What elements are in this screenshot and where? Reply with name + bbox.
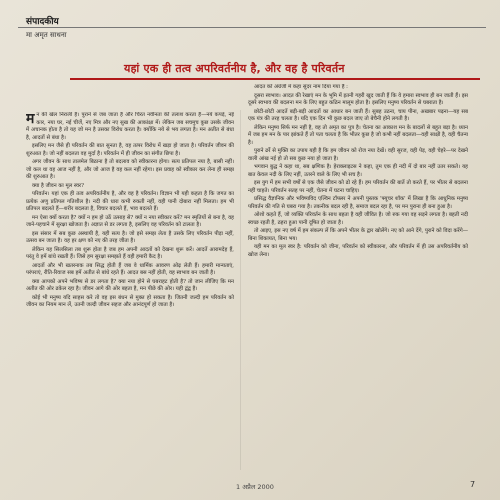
paragraph: न की खेल निराली है। पुराने से जब जाता है और चिरत नवीनता की तलाश करता है—नये कपड़े, नई कार, नया घर, नई चीजें, नए मित्र और नए सुख की आकांक्षा में। लेकिन जब सचमुच कुछ उसके जीवन में अचानक होता है तो यह जो मन है उसका विरोध करता है। क्योंकि नये से भय लगता है। मन अतीत से बंधा है, आदतों से बंधा है। bbox=[26, 112, 234, 141]
paragraph: छोटी-छोटी आदतें बड़ी-बड़ी आदतों का आधार बन जाती हैं। सुबह उठना, चाय पीना, अखबार पढ़ना—यह सब एक यंत्र की तरह चलता है। यदि एक दिन भी कुछ बदल जाए तो बेचैनी होने लगती है। bbox=[248, 108, 468, 122]
paragraph: कोई भी मनुष्य यदि साहस करे तो वह इस बंधन से मुक्त हो सकता है। जितनी जल्दी हम परिवर्तन को जीवन का नियम मान लें, उतनी जल्दी जीवन सहज और आनंदपूर्ण हो जाता है। bbox=[26, 294, 234, 308]
paragraph: भगवान बुद्ध ने कहा था, सब क्षणिक है। हेराक्लाइटस ने कहा, तुम एक ही नदी में दो बार नहीं उतर सकते। यह बात केवल नदी के लिए नहीं, उतरने वाले के लिए भी सच है। bbox=[248, 164, 468, 178]
paragraph: इसलिए मन जैसे ही परिवर्तन की बात सुनता है, वह तत्पर विरोध में खड़ा हो जाता है। परिवर्तन जीवन की शुरुआत है। जो नहीं बदलता वह मुर्दा है। परिवर्तन में ही जीवन का संगीत छिपा है। bbox=[26, 143, 234, 157]
paragraph: ओशो कहते हैं, जो व्यक्ति परिवर्तन के साथ बहता है वही जीवित है। जो रुक गया वह सड़ने लगता है। बहती नदी स्वच्छ रहती है, ठहरा हुआ पानी दूषित हो जाता है। bbox=[248, 212, 468, 226]
drop-cap: म bbox=[26, 112, 35, 127]
paragraph: लेकिन यह सिलसिला तब शुरू होता है जब हम अपनी आदतों को देखना शुरू करें। आदतें आरामदेह हैं, परंतु वे हमें बांधे रखती हैं। जिसे हम सुरक्षा समझते हैं वही हमारी कैद है। bbox=[26, 246, 234, 260]
paragraph: इस युग में हम सभी वर्षों से एक जैसे जीवन को ढो रहे हैं। हम परिवर्तन की बातें तो करते हैं, पर भीतर से बदलना नहीं चाहते। परिवर्तन सतह पर नहीं, चेतना में घटना चाहिए। bbox=[248, 180, 468, 194]
paragraph: यही मन का मूल स्वर है: परिवर्तन को जीना, परिवर्तन को स्वीकारना, और परिवर्तन में ही उस अपरिवर्तनीय को खोज लेना। bbox=[248, 244, 468, 258]
header-rule bbox=[18, 27, 486, 28]
paragraph: तो आइए, इस नए वर्ष में हम संकल्प लें कि अपने भीतर के द्वार खोलेंगे। नए को आने देंगे, पुराने को विदा करेंगे—बिना शिकायत, बिना भय। bbox=[248, 228, 468, 242]
paragraph: आदत को अंग्रेजी में कहा सुंदर नाम दिया गया है : bbox=[254, 84, 348, 90]
issue-date: 1 अप्रैल 2000 bbox=[236, 483, 274, 491]
paragraph: दूसरा स्वभाव। आदत की रेखाएं मन के भूमि में इतनी गहरी खुद जाती हैं कि वे हमारा स्वभाव ही बन जाती हैं। इस दूसरे स्वभाव की बदलना मन के लिए बहुत कठिन मालूम होता है। इसलिए मनुष्य परिवर्तन से घबराता है। bbox=[248, 92, 468, 106]
paragraph: अगर जीवन के साथ तालमेल बिठाना है तो बदलाव को स्वीकारना होगा। सत्य प्रतिपल नया है, बासी नहीं। जो कल था वह आज नहीं है, और जो आज है वह कल नहीं रहेगा। इस प्रवाह को स्वीकार कर लेना ही समझ की शुरुआत है। bbox=[26, 159, 234, 180]
paragraph: प्रसिद्ध वैज्ञानिक और भविष्यविद एल्विन टॉफ्लर ने अपनी पुस्तक 'फ्यूचर शॉक' में लिखा है कि आधुनिक मनुष्य परिवर्तन की गति से घबरा गया है। तकनीक बदल रही है, समाज बदल रहा है, पर मन पुराना ही बना हुआ है। bbox=[248, 196, 468, 210]
right-paragraphs bbox=[248, 84, 468, 259]
paragraph: परिवर्तन। यहां एक ही तत्व अपरिवर्तनीय है, और वह है परिवर्तन। विज्ञान भी यही कहता है कि जगत का प्रत्येक अणु प्रतिपल गतिशील है। नदी की धारा कभी रुकती नहीं, वही पानी दोबारा नहीं मिलता। हम भी प्रतिपल बदलते हैं—शरीर बदलता है, विचार बदलते हैं, भाव बदलते हैं। bbox=[26, 191, 234, 212]
column-divider bbox=[240, 110, 241, 470]
paragraph: लेकिन मनुष्य सिर्फ मन नहीं है, वह तो अमृत का पुत्र है। चेतना का आकाश मन के बादलों से बहुत बड़ा है। ध्यान में जब हम मन के पार झांकते हैं तो पता चलता है कि भीतर कुछ है जो कभी नहीं बदलता—वही साक्षी है, वही चैतन्य है। bbox=[248, 124, 468, 146]
left-paragraphs bbox=[26, 112, 234, 310]
page-number: 7 bbox=[470, 480, 476, 489]
section-title: संपादकीय bbox=[26, 17, 59, 27]
paragraph: क्या है जीवन का मूल स्वर? bbox=[32, 182, 84, 189]
author-byline: मा अमृत साधना bbox=[26, 31, 67, 39]
right-column bbox=[248, 84, 468, 474]
paragraph: इस संसार में सब कुछ अस्थायी है, यही सत्य है। जो इसे समझ लेता है उसके लिए परिवर्तन पीड़ा नहीं, उत्सव बन जाता है। वह हर क्षण को नए की तरह जीता है। bbox=[26, 230, 234, 244]
paragraph: मन ऐसा क्यों करता है? क्यों न हम हो उठें उत्साह से? क्यों न नया स्वीकार करें? मन स्मृतियों से बना है, वह जाने-पहचाने में सुरक्षा खोजता है। अज्ञात से डर लगता है, इसलिए वह परिवर्तन को टालता है। bbox=[26, 214, 234, 228]
paragraph: क्या आपको अपने भविष्य से डर लगता है? क्या नया होने से घबराहट होती है? तो जान लीजिए कि मन अतीत की ओर ढकेल रहा है। जीवन आगे की ओर बहता है, मन पीछे की ओर। यही द्वंद्व है। bbox=[26, 278, 234, 292]
headline-underline bbox=[70, 78, 480, 80]
left-column bbox=[26, 112, 234, 478]
paragraph: पुराने ढर्रे से मुक्ति का उपाय यही है कि हम जीवन को रोज नया देखें। वही सूरज, वही पेड़, वही चेहरे—पर देखने वाली आंख नई हो तो सब कुछ नया हो जाता है। bbox=[248, 148, 468, 162]
article-headline: यहां एक ही तत्व अपरिवर्तनीय है, और वह है परिवर्तन bbox=[124, 62, 345, 75]
paragraph: आदतों और भी खतरनाक तब सिद्ध होती हैं जब वे धार्मिक आवरण ओढ़ लेती हैं। हमारी मान्यताएं, परंपराएं, रीति-रिवाज सब हमें अतीत से बांधे रहते हैं। आदत बस नहीं होती, वह स्वभाव बन जाती है। bbox=[26, 262, 234, 276]
